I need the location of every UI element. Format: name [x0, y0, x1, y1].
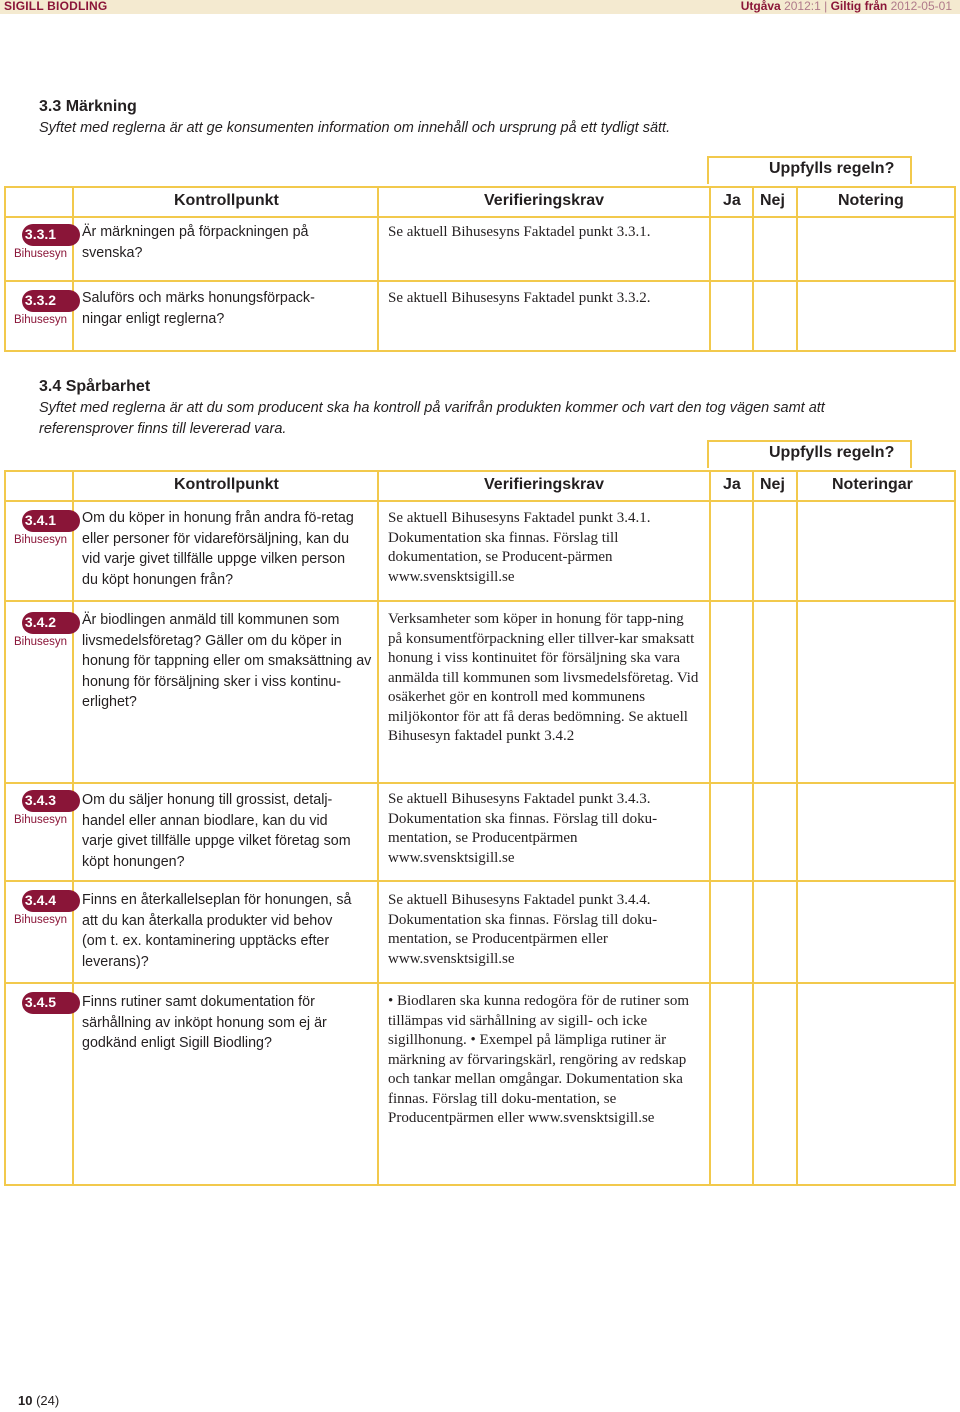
- bihusesyn-tag: Bihusesyn: [13, 814, 68, 826]
- col-verifieringskrav: Verifieringskrav: [484, 192, 605, 209]
- valid-label: Giltig från: [830, 0, 888, 13]
- edition-label: Utgåva: [740, 0, 781, 13]
- page-number: [18, 1393, 59, 1408]
- col-notering: Notering: [838, 192, 904, 209]
- bihusesyn-tag: Bihusesyn: [13, 534, 68, 546]
- kontrollpunkt-text: Är biodlingen anmäld till kommunen som livsmedelsföretag? Gäller om du köper in honung för tappning eller om smaksättning av honung för försäljning sker i viss kontinu-erlighet?: [82, 612, 372, 710]
- col-ja: Ja: [723, 192, 741, 209]
- kontrollpunkt-text: Saluförs och märks honungsförpack-ningar enligt reglerna?: [82, 290, 315, 327]
- row-id: 3.4.3 Bihusesyn: [6, 792, 75, 826]
- kontrollpunkt-text: Är märkningen på förpackningen på svenska?: [82, 224, 309, 261]
- col-ja: Ja: [723, 476, 741, 493]
- section-title: 3.4 Spårbarhet: [39, 378, 151, 395]
- verifieringskrav-text: • Biodlaren ska kunna redogöra för de rutiner som tillämpas vid särhållning av sigill- och icke sigillhonung. • Exempel på lämpliga rutiner är märkning av förvaringskärl, rengöring av redskap och tankar mellan omgångar. Dokumentation ska finnas. Förslag till doku-mentation, se Producentpärmen eller www.svensktsigill.se: [388, 993, 689, 1126]
- checklist-table-33: [4, 186, 956, 352]
- row-id: 3.3.2 Bihusesyn: [6, 292, 75, 326]
- section-title: 3.3 Märkning: [39, 98, 137, 115]
- bihusesyn-tag: Bihusesyn: [13, 314, 68, 326]
- col-nej: Nej: [760, 476, 785, 493]
- brand-name: SIGILL BIODLING: [4, 0, 108, 13]
- section-intro: Syftet med reglerna är att du som producent ska ha kontroll på varifrån produkten kommer och vart den tog vägen samt att referensprover finns till levererad vara.: [39, 400, 825, 437]
- kontrollpunkt-text: Om du köper in honung från andra fö-retag eller personer för vidareförsäljning, kan du vid varje givet tillfälle uppge vilken person du köpt honungen från?: [82, 510, 354, 588]
- uppfylls-header: Uppfylls regeln?: [707, 156, 912, 184]
- verifieringskrav-text: Se aktuell Bihusesyns Faktadel punkt 3.3.1.: [388, 224, 651, 240]
- kontrollpunkt-text: Finns en återkallelseplan för honungen, så att du kan återkalla produkter vid behov (om t. ex. kontaminering upptäcks efter leverans)?: [82, 892, 352, 970]
- row-id: 3.4.1 Bihusesyn: [6, 512, 75, 546]
- col-nej: Nej: [760, 192, 785, 209]
- valid-value: 2012-05-01: [890, 0, 952, 13]
- page-total: (24): [36, 1393, 60, 1408]
- verifieringskrav-text: Se aktuell Bihusesyns Faktadel punkt 3.4.4. Dokumentation ska finnas. Förslag till doku-mentation, se Producentpärmen eller www.svensktsigill.se: [388, 892, 658, 967]
- edition-info: [741, 0, 952, 13]
- row-id: 3.4.2 Bihusesyn: [6, 614, 75, 648]
- verifieringskrav-text: Se aktuell Bihusesyns Faktadel punkt 3.4.3. Dokumentation ska finnas. Förslag till doku-mentation, se Producentpärmen www.svensktsigill.se: [388, 791, 658, 866]
- col-noteringar: Noteringar: [832, 476, 913, 493]
- row-id: 3.3.1 Bihusesyn: [6, 226, 75, 260]
- row-id: 3.4.5: [6, 994, 75, 1012]
- bihusesyn-tag: Bihusesyn: [13, 914, 68, 926]
- edition-value: 2012:1: [784, 0, 821, 13]
- verifieringskrav-text: Se aktuell Bihusesyns Faktadel punkt 3.4.1. Dokumentation ska finnas. Förslag till dokumentation, se Producent-pärmen www.svensktsigill.se: [388, 510, 651, 585]
- bihusesyn-tag: Bihusesyn: [13, 248, 68, 260]
- col-kontrollpunkt: Kontrollpunkt: [174, 192, 279, 209]
- page-current: 10: [18, 1393, 33, 1408]
- bihusesyn-tag: Bihusesyn: [13, 636, 68, 648]
- uppfylls-header: Uppfylls regeln?: [707, 440, 912, 468]
- verifieringskrav-text: Se aktuell Bihusesyns Faktadel punkt 3.3.2.: [388, 290, 651, 306]
- col-kontrollpunkt: Kontrollpunkt: [174, 476, 279, 493]
- kontrollpunkt-text: Om du säljer honung till grossist, detalj-handel eller annan biodlare, kan du vid varje givet tillfälle uppge vilket företag som köpt honungen?: [82, 792, 351, 870]
- kontrollpunkt-text: Finns rutiner samt dokumentation för särhållning av inköpt honung som ej är godkänd enligt Sigill Biodling?: [82, 994, 327, 1051]
- separator: |: [824, 0, 828, 13]
- checklist-table-34: [4, 470, 956, 1186]
- row-id: 3.4.4 Bihusesyn: [6, 892, 75, 926]
- header-bar: [0, 0, 960, 14]
- verifieringskrav-text: Verksamheter som köper in honung för tapp-ning på konsumentförpackning eller tillver-kar smaksatt honung i viss kontinuitet för försäljning ska vara anmälda till kommunen som livsmedelsföretag. Vid osäkerhet gör en kontroll med kommunens miljökontor för att få deras bedömning. Se aktuell Bihusesyn faktadel punkt 3.4.2: [388, 611, 699, 744]
- section-intro: Syftet med reglerna är att ge konsumenten information om innehåll och ursprung på ett tydligt sätt.: [39, 120, 671, 136]
- col-verifieringskrav: Verifieringskrav: [484, 476, 605, 493]
